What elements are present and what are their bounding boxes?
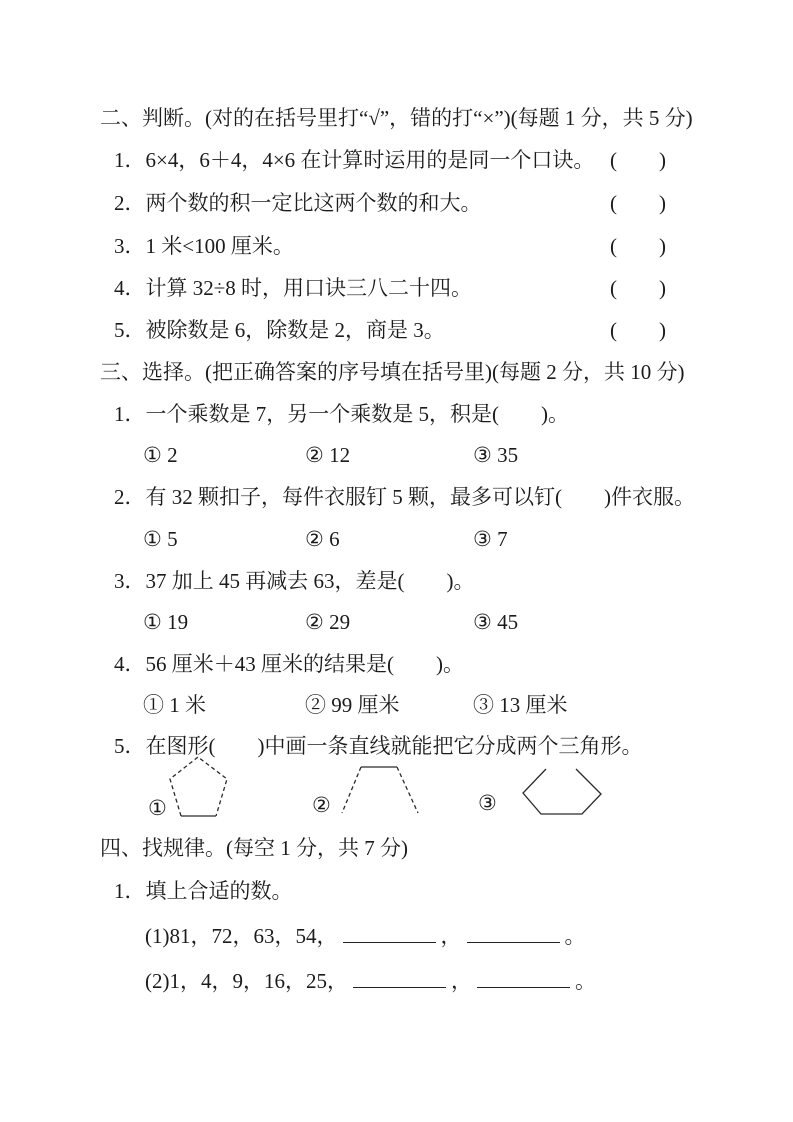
- judge-item-text: 2．两个数的积一定比这两个数的和大。: [114, 191, 482, 215]
- pattern-item: 1．填上合适的数。: [114, 879, 293, 903]
- fill-blank-line-1: [145, 921, 753, 951]
- sequence-prefix: (2)1，4，9，16，25，: [145, 969, 348, 993]
- sequence-prefix: (1)81，72，63，54，: [145, 924, 338, 948]
- suffix: 。: [575, 969, 596, 993]
- option: ③ 35: [473, 443, 519, 467]
- choice-question-3: 3．37 加上 45 再减去 63，差是( )。: [114, 569, 475, 593]
- option: ② 6: [305, 527, 340, 551]
- judge-item-text: 4．计算 32÷8 时，用口诀三八二十四。: [114, 276, 473, 300]
- option: ② 29: [305, 610, 351, 634]
- blank-underline: [353, 966, 446, 988]
- shape-label: ①: [148, 796, 167, 820]
- judge-item-5: [114, 315, 753, 345]
- blank-underline: [467, 921, 560, 943]
- option: ① 19: [143, 610, 189, 634]
- blank-underline: [477, 966, 570, 988]
- choice-question-1: 1．一个乘数是 7，另一个乘数是 5，积是( )。: [114, 402, 569, 426]
- shape-hexagon: [520, 766, 604, 818]
- option: ② 99 厘米: [305, 693, 400, 717]
- option: ① 5: [143, 527, 178, 551]
- option: ② 12: [305, 443, 351, 467]
- judge-item-3: [114, 231, 753, 261]
- judge-item-text: 3．1 米<100 厘米。: [114, 234, 294, 258]
- judge-item-2: [114, 188, 753, 218]
- choice-options-2: [143, 524, 753, 554]
- option: ③ 45: [473, 610, 519, 634]
- blank-underline: [343, 921, 436, 943]
- option: ① 2: [143, 443, 178, 467]
- option: ③ 7: [473, 527, 508, 551]
- choice-options-4: [143, 690, 753, 720]
- section-judge-heading: 二、判断。(对的在括号里打“√”，错的打“×”)(每题 1 分，共 5 分): [100, 106, 693, 130]
- choice-question-2: 2．有 32 颗扣子，每件衣服钉 5 颗，最多可以钉( )件衣服。: [114, 485, 695, 509]
- judge-item-text: 1．6×4，6＋4，4×6 在计算时运用的是同一个口诀。: [114, 148, 595, 172]
- judge-item-4: [114, 273, 753, 303]
- choice-options-1: [143, 440, 753, 470]
- suffix: 。: [564, 924, 586, 948]
- separator: ，: [440, 924, 462, 948]
- answer-bracket: ( ): [610, 191, 666, 215]
- shape-choices: [100, 752, 753, 838]
- choice-question-4: 4．56 厘米＋43 厘米的结果是( )。: [114, 652, 464, 676]
- separator: ，: [451, 969, 472, 993]
- shape-label: ②: [312, 793, 331, 817]
- choice-question-5: 5．在图形( )中画一条直线就能把它分成两个三角形。: [114, 734, 643, 758]
- section-choice-heading: 三、选择。(把正确答案的序号填在括号里)(每题 2 分，共 10 分): [100, 360, 685, 384]
- option: ① 1 米: [143, 693, 206, 717]
- choice-options-3: [143, 607, 753, 637]
- answer-bracket: ( ): [610, 234, 666, 258]
- answer-bracket: ( ): [610, 318, 666, 342]
- shape-pentagon: [168, 754, 232, 820]
- answer-bracket: ( ): [610, 276, 666, 300]
- judge-item-text: 5．被除数是 6，除数是 2，商是 3。: [114, 318, 445, 342]
- judge-item-1: [114, 145, 753, 175]
- answer-bracket: ( ): [610, 148, 666, 172]
- fill-blank-line-2: [145, 966, 753, 996]
- shape-label: ③: [478, 791, 497, 815]
- option: ③ 13 厘米: [473, 693, 568, 717]
- section-pattern-heading: 四、找规律。(每空 1 分，共 7 分): [100, 836, 408, 860]
- shape-trapezoid: [338, 764, 422, 816]
